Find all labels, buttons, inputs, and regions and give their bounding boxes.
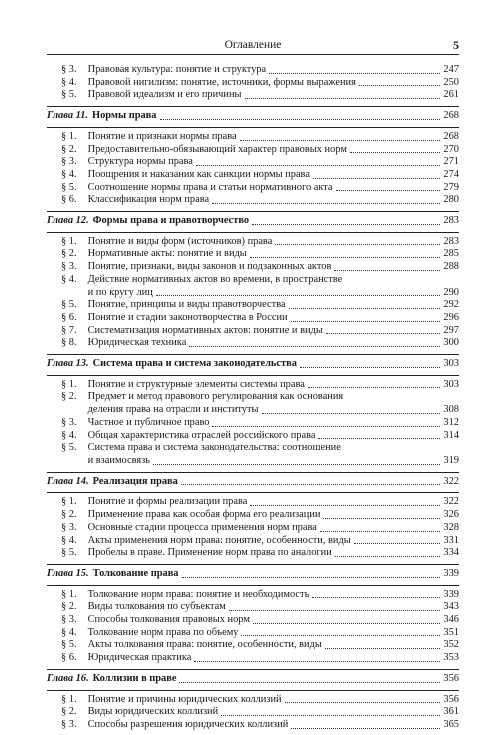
dot-leader	[245, 98, 441, 99]
section-page-number: 297	[443, 324, 459, 336]
dot-leader	[250, 257, 441, 258]
chapter-label: Глава 13.	[47, 358, 89, 370]
section-number: § 3.	[61, 521, 77, 533]
chapter-label: Глава 14.	[47, 475, 89, 487]
section-number: § 4.	[61, 168, 77, 180]
section-entry[interactable]	[47, 156, 459, 169]
section-title	[61, 77, 356, 90]
section-title-line: Понятие и признаки нормы права	[85, 130, 237, 142]
section-page-number: 303	[443, 378, 459, 390]
section-entry-continuation	[47, 455, 459, 468]
chapter-heading	[47, 673, 176, 686]
section-entry[interactable]	[47, 194, 459, 207]
section-number: § 3.	[61, 156, 77, 168]
section-page-number: 285	[443, 248, 459, 260]
dot-leader	[240, 140, 441, 141]
section-entry[interactable]	[47, 694, 459, 707]
section-entry[interactable]	[47, 535, 459, 548]
section-page-number: 356	[443, 693, 459, 705]
section-entry[interactable]	[47, 442, 459, 455]
toc-group	[47, 669, 459, 732]
chapter-heading	[47, 215, 249, 228]
section-page-number: 250	[443, 76, 459, 88]
section-number: § 6.	[61, 194, 77, 206]
section-title	[61, 496, 247, 509]
section-number: § 6.	[61, 311, 77, 323]
chapter-title: Коллизии в праве	[92, 672, 177, 684]
section-title	[61, 509, 320, 522]
chapter-entry[interactable]	[47, 568, 459, 581]
section-title-line: Действие нормативных актов во времени, в пространстве	[85, 273, 343, 285]
section-number: § 5.	[61, 181, 77, 193]
section-entry[interactable]	[47, 261, 459, 274]
section-number: § 1.	[61, 235, 77, 247]
section-entry[interactable]	[47, 627, 459, 640]
section-entry[interactable]	[47, 89, 459, 102]
toc-group	[47, 564, 459, 665]
section-title-line: Применение права как особая форма его реализации	[85, 509, 321, 521]
section-title-continuation	[61, 404, 259, 417]
section-title	[61, 248, 247, 261]
dot-leader	[156, 295, 441, 296]
section-title-line: Акты применения норм права: понятие, особенности, виды	[85, 534, 351, 546]
section-number: § 2.	[61, 706, 77, 718]
section-page-number: 271	[443, 156, 459, 168]
section-title	[61, 706, 218, 719]
chapter-divider	[47, 375, 459, 376]
dot-leader	[325, 648, 441, 649]
chapter-title: Нормы права	[92, 110, 157, 122]
toc-group	[47, 211, 459, 350]
section-page-number: 292	[443, 299, 459, 311]
section-page-number: 247	[443, 64, 459, 75]
dot-leader	[253, 623, 441, 624]
section-entry[interactable]	[47, 379, 459, 392]
chapter-divider	[47, 232, 459, 233]
chapter-label: Глава 15.	[47, 567, 89, 579]
section-title-line: Соотношение нормы права и статьи нормативного акта	[85, 181, 333, 193]
section-title-line: Правовой идеализм и его причины	[85, 89, 242, 101]
section-page-number: 283	[443, 235, 459, 247]
section-title	[61, 194, 209, 207]
dot-leader	[335, 556, 441, 557]
section-title-line: Общая характеристика отраслей российского права	[85, 429, 316, 441]
chapter-divider	[47, 106, 459, 107]
toc-group	[47, 106, 459, 207]
section-number: § 5.	[61, 89, 77, 101]
section-entry[interactable]	[47, 248, 459, 261]
section-title	[61, 391, 343, 404]
section-title	[61, 547, 332, 560]
section-number: § 1.	[61, 496, 77, 508]
section-page-number: 352	[443, 639, 459, 651]
section-title-line: Частное и публичное право	[85, 416, 210, 428]
dot-leader	[313, 178, 440, 179]
dot-leader	[350, 152, 441, 153]
section-number: § 4.	[61, 273, 77, 285]
section-title	[61, 627, 238, 640]
section-title-line: Нормативные акты: понятие и виды	[85, 248, 247, 260]
chapter-page-number: 268	[443, 110, 459, 122]
dot-leader	[269, 73, 440, 74]
section-entry[interactable]	[47, 639, 459, 652]
section-title-line: Способы разрешения юридических коллизий	[85, 718, 289, 730]
dot-leader	[250, 505, 440, 506]
section-title	[61, 430, 315, 443]
chapter-title: Реализация права	[92, 475, 178, 487]
section-title	[61, 337, 186, 350]
section-page-number: 346	[443, 614, 459, 626]
section-title	[61, 261, 331, 274]
dot-leader	[300, 367, 440, 368]
dot-leader	[359, 85, 441, 86]
chapter-page-number: 356	[443, 672, 459, 684]
chapter-title: Формы права и правотворчество	[92, 215, 250, 227]
dot-leader	[291, 728, 440, 729]
chapter-page-number: 283	[443, 215, 459, 227]
section-entry[interactable]	[47, 299, 459, 312]
section-title-line: Понятие и виды форм (источников) права	[85, 235, 273, 247]
section-number: § 3.	[61, 416, 77, 428]
section-entry[interactable]	[47, 589, 459, 602]
dot-leader	[326, 333, 441, 334]
section-title-line: Система права и система законодательства: соотношение	[85, 442, 341, 454]
section-title	[61, 236, 272, 249]
dot-leader	[153, 464, 440, 465]
chapter-divider	[47, 669, 459, 670]
chapter-entry[interactable]	[47, 476, 459, 489]
dot-leader	[221, 715, 440, 716]
section-entry[interactable]	[47, 496, 459, 509]
dot-leader	[196, 165, 440, 166]
section-number: § 8.	[61, 337, 77, 349]
section-entry[interactable]	[47, 312, 459, 325]
dot-leader	[160, 119, 441, 120]
section-title-line: Понятие и стадии законотворчества в России	[85, 311, 288, 323]
chapter-title: Система права и система законодательства	[92, 358, 297, 370]
section-title-line: и взаимосвязь	[85, 454, 150, 466]
chapter-divider	[47, 354, 459, 355]
section-number: § 5.	[61, 442, 77, 454]
section-title-line: Юридическая техника	[85, 337, 187, 349]
section-title	[61, 89, 242, 102]
dot-leader	[229, 610, 441, 611]
section-title	[61, 156, 193, 169]
section-title-continuation	[61, 455, 150, 468]
section-title-line: Способы толкования правовых норм	[85, 614, 250, 626]
toc-group	[47, 64, 459, 102]
section-page-number: 280	[443, 194, 459, 206]
section-entry[interactable]	[47, 337, 459, 350]
section-title	[61, 325, 323, 338]
section-page-number: 331	[443, 534, 459, 546]
section-title	[61, 639, 322, 652]
section-title-line: Правовая культура: понятие и структура	[85, 64, 267, 75]
dot-leader	[312, 597, 440, 598]
section-title	[61, 131, 237, 144]
section-title-line: деления права на отрасли и институты	[85, 404, 259, 416]
section-title	[61, 535, 351, 548]
section-number: § 1.	[61, 130, 77, 142]
section-number: § 1.	[61, 693, 77, 705]
section-number: § 4.	[61, 534, 77, 546]
section-number: § 1.	[61, 588, 77, 600]
section-page-number: 343	[443, 601, 459, 613]
dot-leader	[179, 682, 440, 683]
chapter-heading	[47, 110, 157, 123]
chapter-entry[interactable]	[47, 673, 459, 686]
section-number: § 5.	[61, 299, 77, 311]
section-entry[interactable]	[47, 547, 459, 560]
section-entry-continuation	[47, 287, 459, 300]
section-number: § 2.	[61, 143, 77, 155]
section-entry[interactable]	[47, 391, 459, 404]
dot-leader	[308, 387, 441, 388]
chapter-label: Глава 16.	[47, 672, 89, 684]
toc-group	[47, 472, 459, 560]
dot-leader	[262, 413, 441, 414]
section-title	[61, 182, 333, 195]
section-title-line: Толкование норм права: понятие и необходимость	[85, 588, 310, 600]
chapter-title: Толкование права	[92, 567, 179, 579]
section-number: § 2.	[61, 601, 77, 613]
chapter-divider	[47, 564, 459, 565]
section-title	[61, 417, 209, 430]
dot-leader	[336, 190, 441, 191]
section-title-line: Пробелы в праве. Применение норм права по аналогии	[85, 547, 332, 559]
section-title	[61, 614, 250, 627]
section-title-line: Виды толкования по субъектам	[85, 601, 226, 613]
section-title-line: Юридическая практика	[85, 652, 192, 664]
dot-leader	[241, 635, 440, 636]
dot-leader	[354, 543, 441, 544]
section-title-line: и по кругу лиц	[85, 286, 153, 298]
dot-leader	[291, 321, 441, 322]
chapter-divider	[47, 211, 459, 212]
dot-leader	[285, 702, 441, 703]
chapter-divider	[47, 585, 459, 586]
dot-leader	[320, 531, 441, 532]
dot-leader	[182, 577, 441, 578]
toc-group	[47, 354, 459, 468]
section-entry[interactable]	[47, 64, 459, 77]
section-number: § 4.	[61, 429, 77, 441]
section-title-line: Предмет и метод правового регулирования как основания	[85, 391, 344, 403]
chapter-divider	[47, 127, 459, 128]
section-page-number: 314	[443, 429, 459, 441]
section-entry[interactable]	[47, 417, 459, 430]
section-title-line: Акты толкования права: понятие, особенности, виды	[85, 639, 322, 651]
dot-leader	[189, 346, 440, 347]
chapter-label: Глава 12.	[47, 215, 89, 227]
section-number: § 7.	[61, 324, 77, 336]
dot-leader	[194, 661, 440, 662]
section-title-line: Классификация норм права	[85, 194, 210, 206]
section-page-number: 365	[443, 718, 459, 730]
section-title-line: Структура нормы права	[85, 156, 193, 168]
section-title-line: Виды юридических коллизий	[85, 706, 219, 718]
section-title-line: Понятие и формы реализации права	[85, 496, 248, 508]
section-entry[interactable]	[47, 182, 459, 195]
section-entry[interactable]	[47, 706, 459, 719]
section-number: § 3.	[61, 64, 77, 75]
section-title	[61, 312, 288, 325]
section-entry[interactable]	[47, 325, 459, 338]
section-title-line: Систематизация нормативных актов: понятие и виды	[85, 324, 323, 336]
section-number: § 3.	[61, 614, 77, 626]
section-page-number: 361	[443, 706, 459, 718]
chapter-page-number: 339	[443, 567, 459, 579]
dot-leader	[212, 426, 440, 427]
section-number: § 3.	[61, 261, 77, 273]
section-page-number: 296	[443, 311, 459, 323]
section-title-line: Правовой нигилизм: понятие, источники, формы выражения	[85, 76, 356, 88]
section-title	[61, 274, 342, 287]
section-entry[interactable]	[47, 614, 459, 627]
section-entry[interactable]	[47, 77, 459, 90]
section-title-line: Понятие и структурные элементы системы права	[85, 378, 305, 390]
section-title	[61, 64, 266, 77]
section-title	[61, 522, 317, 535]
section-page-number: 290	[443, 286, 459, 298]
section-entry[interactable]	[47, 509, 459, 522]
header-page-number: 5	[453, 38, 459, 52]
dot-leader	[252, 224, 440, 225]
section-title	[61, 601, 226, 614]
section-title	[61, 299, 286, 312]
section-page-number: 261	[443, 89, 459, 101]
section-entry[interactable]	[47, 236, 459, 249]
section-page-number: 319	[443, 454, 459, 466]
section-entry[interactable]	[47, 522, 459, 535]
section-page-number: 334	[443, 547, 459, 559]
section-title	[61, 719, 288, 732]
section-title-line: Понятие и причины юридических коллизий	[85, 693, 282, 705]
section-page-number: 288	[443, 261, 459, 273]
section-number: § 4.	[61, 626, 77, 638]
chapter-divider	[47, 690, 459, 691]
dot-leader	[275, 244, 440, 245]
section-number: § 2.	[61, 248, 77, 260]
section-title	[61, 144, 347, 157]
table-of-contents	[47, 64, 459, 732]
chapter-entry[interactable]	[47, 110, 459, 123]
section-number: § 5.	[61, 547, 77, 559]
chapter-page-number: 303	[443, 358, 459, 370]
section-page-number: 339	[443, 588, 459, 600]
dot-leader	[181, 484, 441, 485]
section-title	[61, 169, 310, 182]
section-page-number: 308	[443, 404, 459, 416]
section-entry[interactable]	[47, 169, 459, 182]
section-page-number: 312	[443, 416, 459, 428]
section-title-line: Толкование норм права по объему	[85, 626, 239, 638]
chapter-heading	[47, 568, 179, 581]
section-number: § 3.	[61, 718, 77, 730]
section-number: § 2.	[61, 509, 77, 521]
chapter-page-number: 322	[443, 475, 459, 487]
section-title-line: Понятие, признаки, виды законов и подзаконных актов	[85, 261, 332, 273]
section-title-line: Предоставительно-обязывающий характер правовых норм	[85, 143, 347, 155]
dot-leader	[323, 518, 440, 519]
section-number: § 6.	[61, 652, 77, 664]
chapter-entry[interactable]	[47, 358, 459, 371]
section-entry[interactable]	[47, 131, 459, 144]
chapter-heading	[47, 476, 178, 489]
section-page-number: 326	[443, 509, 459, 521]
section-title-line: Поощрения и наказания как санкции нормы права	[85, 168, 310, 180]
header-title: Оглавление	[224, 39, 282, 51]
section-entry[interactable]	[47, 274, 459, 287]
running-header	[47, 39, 459, 55]
chapter-entry[interactable]	[47, 215, 459, 228]
chapter-divider	[47, 472, 459, 473]
section-title	[61, 589, 309, 602]
dot-leader	[334, 270, 440, 271]
section-number: § 4.	[61, 76, 77, 88]
section-title-continuation	[61, 287, 153, 300]
dot-leader	[289, 308, 441, 309]
section-page-number: 322	[443, 496, 459, 508]
section-title	[61, 379, 305, 392]
section-title-line: Основные стадии процесса применения норм права	[85, 521, 317, 533]
section-entry[interactable]	[47, 144, 459, 157]
section-number: § 5.	[61, 639, 77, 651]
section-entry[interactable]	[47, 719, 459, 732]
section-page-number: 279	[443, 181, 459, 193]
section-page-number: 351	[443, 626, 459, 638]
section-page-number: 300	[443, 337, 459, 349]
section-entry[interactable]	[47, 652, 459, 665]
section-page-number: 274	[443, 168, 459, 180]
dot-leader	[318, 438, 440, 439]
section-entry[interactable]	[47, 601, 459, 614]
chapter-heading	[47, 358, 297, 371]
section-page-number: 353	[443, 652, 459, 664]
section-title	[61, 694, 282, 707]
chapter-label: Глава 11.	[47, 110, 89, 122]
section-page-number: 268	[443, 130, 459, 142]
chapter-divider	[47, 492, 459, 493]
section-entry[interactable]	[47, 430, 459, 443]
section-page-number: 270	[443, 143, 459, 155]
section-entry-continuation	[47, 404, 459, 417]
dot-leader	[212, 203, 440, 204]
section-title	[61, 652, 191, 665]
section-page-number: 328	[443, 521, 459, 533]
section-title	[61, 442, 341, 455]
section-title-line: Понятие, принципы и виды правотворчества	[85, 299, 286, 311]
section-number: § 2.	[61, 391, 77, 403]
section-number: § 1.	[61, 378, 77, 390]
